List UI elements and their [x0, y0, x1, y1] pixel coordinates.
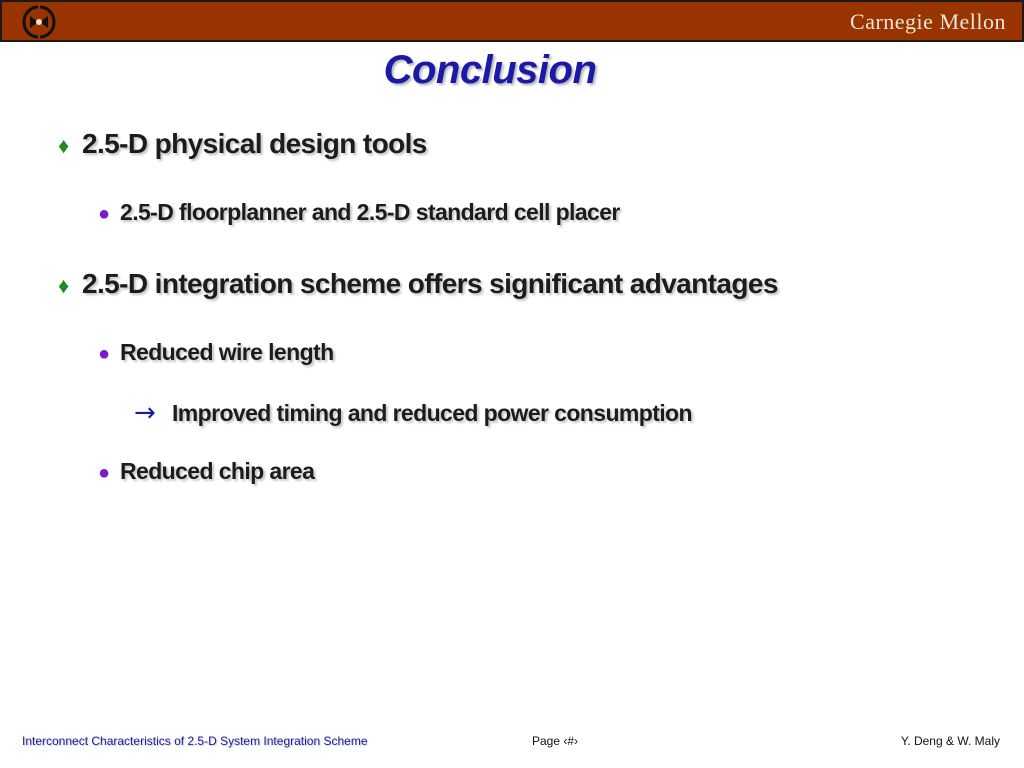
- footer-title: Interconnect Characteristics of 2.5-D System Integration Scheme: [22, 734, 368, 748]
- dot-bullet-icon: ●: [98, 462, 111, 484]
- bullet-item: [58, 268, 778, 300]
- bullet-text: 2.5-D floorplanner and 2.5-D standard cell placer: [120, 199, 620, 225]
- diamond-bullet-icon: ♦: [58, 273, 70, 298]
- diamond-bullet-icon: ♦: [58, 133, 70, 158]
- bullet-text: Improved timing and reduced power consumption: [172, 400, 692, 426]
- footer-authors: Y. Deng & W. Maly: [900, 734, 1000, 748]
- page-number: Page ‹#›: [532, 734, 579, 748]
- bullet-item: [98, 339, 334, 366]
- bullet-text: 2.5-D physical design tools: [82, 128, 427, 159]
- slide-title: Conclusion: [383, 48, 597, 92]
- dot-bullet-icon: ●: [98, 343, 111, 365]
- bullet-text: 2.5-D integration scheme offers significant advantages: [82, 268, 778, 299]
- bullet-text: Reduced chip area: [120, 458, 315, 484]
- brand-name: Carnegie Mellon: [850, 9, 1006, 34]
- bullet-text: Reduced wire length: [120, 339, 334, 365]
- dot-bullet-icon: ●: [98, 203, 111, 225]
- bullet-item: [134, 398, 692, 428]
- bullet-item: [98, 458, 314, 485]
- bullet-item: [58, 128, 427, 160]
- bullet-item: [98, 199, 620, 226]
- right-arrow-icon: →: [134, 398, 156, 428]
